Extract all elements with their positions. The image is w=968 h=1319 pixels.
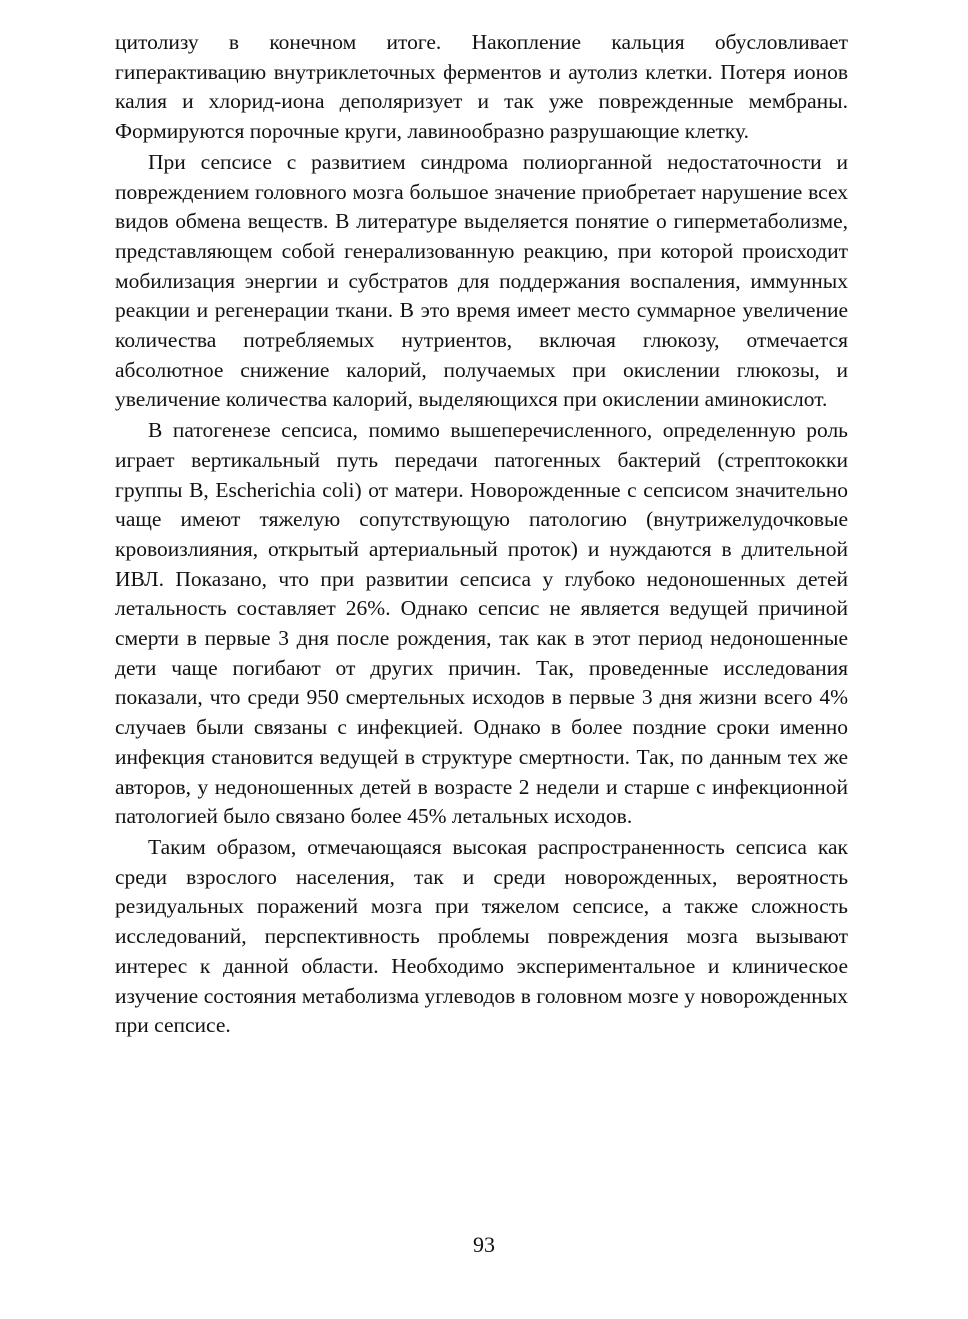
paragraph-continuation: цитолизу в конечном итоге. Накопление кальция обусловливает гиперактивацию внутриклеточных ферментов и аутолиз клетки. Потеря ионов калия и хлорид-иона деполяризует и так уже поврежденные мембраны. Формируются порочные круги, лавинообразно разрушающие клетку. bbox=[115, 30, 848, 144]
page-number: 93 bbox=[473, 1232, 495, 1257]
paragraph-pathogenesis: В патогенезе сепсиса, помимо вышеперечисленного, определенную роль играет вертикальный путь передачи патогенных бактерий (стрептококки группы В, Escherichia coli) от матери. Новорожденные с сепсисом значительно чаще имеют тяжелую сопутствующую патологию (внутрижелудочковые кровоизлияния, открытый артериальный проток) и нуждаются в длительной ИВЛ. Показано, что при развитии сепсиса у глубоко недоношенных детей летальность составляет 26%. Однако сепсис не является ведущей причиной смерти в первые 3 дня после рождения, так как в этот период недоношенные дети чаще погибают от других причин. Так, проведенные исследования показали, что среди 950 смертельных исходов в первые 3 дня жизни всего 4% случаев были связаны с инфекцией. Однако в более поздние сроки именно инфекция становится ведущей в структуре смертности. Так, по данным тех же авторов, у недоношенных детей в возрасте 2 недели и старше с инфекционной патологией было связано более 45% летальных исходов. bbox=[115, 418, 848, 829]
page-body bbox=[115, 28, 848, 1041]
paragraph-conclusion: Таким образом, отмечающаяся высокая распространенность сепсиса как среди взрослого населения, так и среди новорожденных, вероятность резидуальных поражений мозга при тяжелом сепсисе, а также сложность исследований, перспективность проблемы повреждения мозга вызывают интерес к данной области. Необходимо экспериментальное и клиническое изучение состояния метаболизма углеводов в головном мозге у новорожденных при сепсисе. bbox=[115, 834, 848, 1038]
paragraph-hypermetabolism: При сепсисе с развитием синдрома полиорганной недостаточности и повреждением головного мозга большое значение приобретает нарушение всех видов обмена веществ. В литературе выделяется понятие о гиперметаболизме, представляющем собой генерализованную реакцию, при которой происходит мобилизация энергии и субстратов для поддержания воспаления, иммунных реакции и регенерации ткани. В это время имеет место суммарное увеличение количества потребляемых нутриентов, включая глюкозу, отмечается абсолютное снижение калорий, получаемых при окислении глюкозы, и увеличение количества калорий, выделяющихся при окислении аминокислот. bbox=[115, 149, 848, 412]
